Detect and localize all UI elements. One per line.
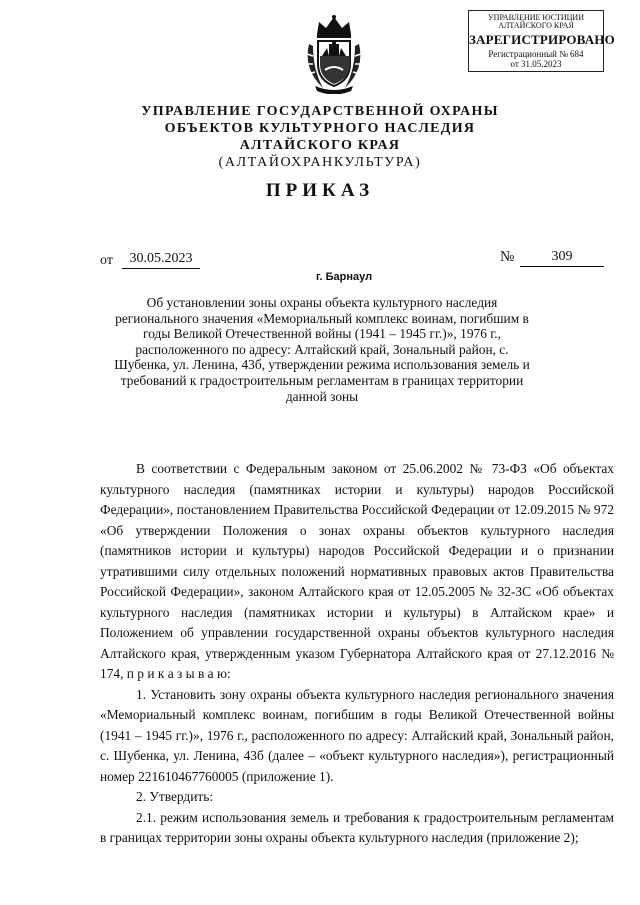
order-number: 309 bbox=[520, 249, 604, 267]
stamp-reg-date: от 31.05.2023 bbox=[510, 59, 562, 69]
stamp-line1: УПРАВЛЕНИЕ ЮСТИЦИИ bbox=[488, 13, 584, 22]
order-city: г. Барнаул bbox=[316, 271, 373, 283]
body-item-2-1: 2.1. режим использования земель и требования к градостроительным регламентам в границах территории зоны охраны объекта культурного наследия (приложение 2); bbox=[100, 809, 614, 845]
agency-short-name: (АЛТАЙОХРАНКУЛЬТУРА) bbox=[218, 155, 422, 170]
agency-name-line1: УПРАВЛЕНИЕ ГОСУДАРСТВЕННОЙ ОХРАНЫ bbox=[141, 104, 499, 119]
agency-name-line2: ОБЪЕКТОВ КУЛЬТУРНОГО НАСЛЕДИЯ bbox=[164, 121, 476, 136]
document-title: ПРИКАЗ bbox=[265, 180, 375, 201]
body-item-2: 2. Утвердить: bbox=[136, 789, 214, 804]
order-body bbox=[100, 459, 614, 849]
body-preamble: В соответствии с Федеральным законом от 25.06.2002 № 73-ФЗ «Об объектах культурного наследия (памятниках истории и культуры) народов Российской Федерации», постановлением Правительства Российской Федерации от 12.09.2015 № 972 «Об утверждении Положения о зонах охраны объектов культурного наследия (памятников истории и культуры) народов Российской Федерации и о признании утратившими силу отдельных положений нормативных правовых актов Правительства Российской Федерации», законом Алтайского края от 12.05.2005 № 32-ЗС «Об объектах культурного наследия (памятниках истории и культуры) в Алтайском крае» и Положением об управлении государственной охраны объектов культурного наследия Алтайского края, утвержденным указом Губернатора Алтайского края от 27.12.2016 № 174, п р и к а з ы в а ю: bbox=[100, 461, 614, 681]
altai-krai-coat-of-arms-icon bbox=[301, 14, 367, 94]
order-date: 30.05.2023 bbox=[122, 251, 200, 269]
stamp-reg-number: Регистрационный № 684 bbox=[488, 49, 584, 59]
stamp-line2: АЛТАЙСКОГО КРАЯ bbox=[498, 21, 574, 30]
date-prefix: от bbox=[100, 253, 113, 268]
registration-stamp bbox=[468, 10, 615, 72]
stamp-status: ЗАРЕГИСТРИРОВАНО bbox=[469, 32, 615, 47]
agency-name-line3: АЛТАЙСКОГО КРАЯ bbox=[239, 138, 401, 153]
order-subject: Об установлении зоны охраны объекта культурного наследия регионального значения «Мемориальный комплекс воинам, погибшим в годы Великой Отечественной войны (1941 – 1945 гг.)», 1976 г., расположенного по адресу: Алтайский край, Зональный район, с. Шубенка, ул. Ленина, 43б, утверждении режима использования земель и требований к градостроительным регламентам в границах территории данной зоны bbox=[114, 295, 530, 404]
number-prefix: № bbox=[500, 249, 515, 265]
body-item-1: 1. Установить зону охраны объекта культурного наследия регионального значения «Мемориальный комплекс воинам, погибшим в годы Великой Отечественной войны (1941 – 1945 гг.)», 1976 г., расположенного по адресу: Алтайский край, Зональный район, с. Шубенка, ул. Ленина, 43б (далее – «объект культурного наследия»), регистрационный номер 221610467760005 (приложение 1). bbox=[100, 686, 614, 784]
